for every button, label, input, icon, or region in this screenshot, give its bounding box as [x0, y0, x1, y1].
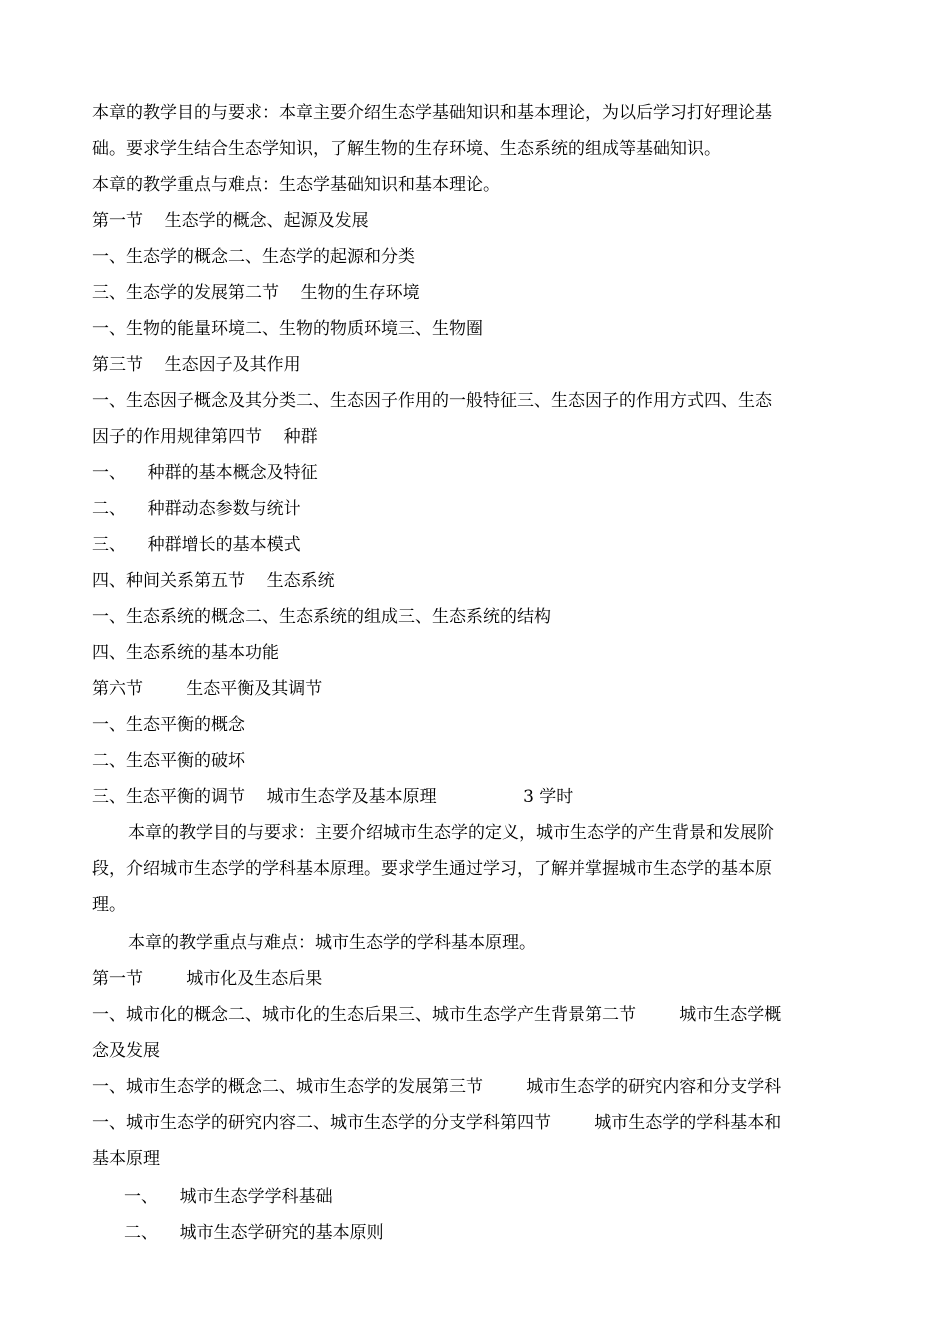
- text-line: 理。: [92, 895, 126, 915]
- text-line: 一、城市化的概念二、城市化的生态后果三、城市生态学产生背景第二节 城市生态学概: [92, 1005, 782, 1025]
- text-line: 本章的教学目的与要求：本章主要介绍生态学基础知识和基本理论，为以后学习打好理论基: [92, 103, 772, 123]
- text-line: 三、生态平衡的调节 城市生态学及基本原理 3 学时: [92, 787, 574, 807]
- section-heading: 第三节 生态因子及其作用: [92, 355, 301, 375]
- section-heading: 第一节 城市化及生态后果: [92, 969, 323, 989]
- text-line: 本章的教学重点与难点：城市生态学的学科基本原理。: [128, 933, 536, 953]
- text-line: 一、城市生态学的研究内容二、城市生态学的分支学科第四节 城市生态学的学科基本和: [92, 1113, 782, 1133]
- text-line: 一、生态平衡的概念: [92, 715, 245, 735]
- text-line: 一、生态学的概念二、生态学的起源和分类: [92, 247, 415, 267]
- text-line: 四、生态系统的基本功能: [92, 643, 279, 663]
- text-line: 三、 种群增长的基本模式: [92, 535, 301, 555]
- text-line: 一、 种群的基本概念及特征: [92, 463, 318, 483]
- text-line: 本章的教学目的与要求：主要介绍城市生态学的定义，城市生态学的产生背景和发展阶: [128, 823, 774, 843]
- text-line: 础。要求学生结合生态学知识，了解生物的生存环境、生态系统的组成等基础知识。: [92, 139, 721, 159]
- text-line: 本章的教学重点与难点：生态学基础知识和基本理论。: [92, 175, 500, 195]
- text-line: 一、生态因子概念及其分类二、生态因子作用的一般特征三、生态因子的作用方式四、生态: [92, 391, 772, 411]
- text-line: 一、 城市生态学学科基础: [124, 1187, 333, 1207]
- text-line: 念及发展: [92, 1041, 160, 1061]
- text-line: 二、 城市生态学研究的基本原则: [124, 1223, 384, 1243]
- section-heading: 第六节 生态平衡及其调节: [92, 679, 323, 699]
- text-line: 四、种间关系第五节 生态系统: [92, 571, 335, 591]
- text-line: 段，介绍城市生态学的学科基本原理。要求学生通过学习，了解并掌握城市生态学的基本原: [92, 859, 772, 879]
- text-line: 三、生态学的发展第二节 生物的生存环境: [92, 283, 420, 303]
- section-heading: 第一节 生态学的概念、起源及发展: [92, 211, 369, 231]
- text-line: 基本原理: [92, 1149, 160, 1169]
- text-line: 一、生物的能量环境二、生物的物质环境三、生物圈: [92, 319, 483, 339]
- text-line: 一、城市生态学的概念二、城市生态学的发展第三节 城市生态学的研究内容和分支学科: [92, 1077, 782, 1097]
- text-line: 因子的作用规律第四节 种群: [92, 427, 318, 447]
- text-line: 二、 种群动态参数与统计: [92, 499, 301, 519]
- text-line: 一、生态系统的概念二、生态系统的组成三、生态系统的结构: [92, 607, 551, 627]
- text-line: 二、生态平衡的破坏: [92, 751, 245, 771]
